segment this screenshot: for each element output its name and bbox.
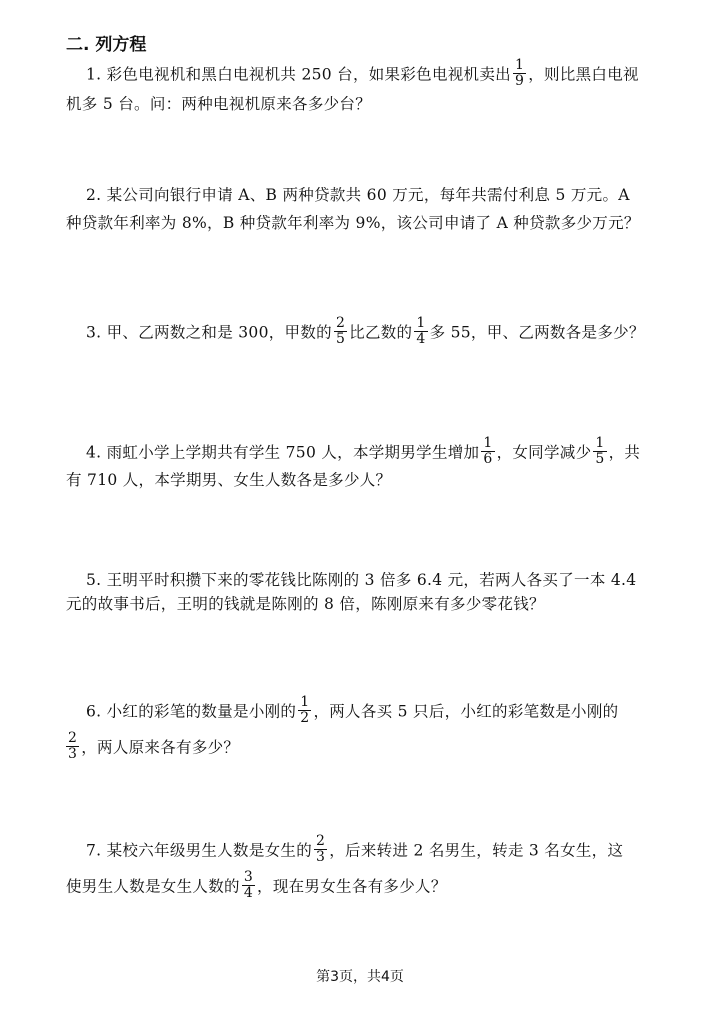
problem-3-fraction-2 xyxy=(414,316,427,347)
fraction-numerator: 2 xyxy=(335,315,346,331)
problem-4-text-a: 4. 雨虹小学上学期共有学生 750 人，本学期男学生增加 xyxy=(86,443,480,462)
fraction-denominator: 6 xyxy=(483,451,493,467)
problem-7-text-c: 使男生人数是女生人数的 xyxy=(66,877,240,896)
problem-5-line-2: 元的故事书后，王明的钱就是陈刚的 8 倍，陈刚原来有多少零花钱？ xyxy=(66,595,545,613)
fraction-denominator: 4 xyxy=(243,885,254,901)
problem-7-text-b: ，后来转进 2 名男生，转走 3 名女生，这 xyxy=(329,841,624,860)
problem-1-text-a: 1. 彩色电视机和黑白电视机共 250 台，如果彩色电视机卖出 xyxy=(86,65,511,84)
fraction-numerator: 2 xyxy=(68,730,78,746)
page-footer: 第3页，共4页 xyxy=(316,969,404,985)
problem-6-line-2 xyxy=(66,730,240,764)
fraction-numerator: 1 xyxy=(300,694,310,710)
problem-7-line-2 xyxy=(66,869,447,903)
problem-4-line-1 xyxy=(86,435,641,469)
problem-3-line-1 xyxy=(86,315,645,349)
fraction-denominator: 4 xyxy=(416,331,426,347)
problem-3-text-c: 多 55，甲、乙两数各是多少？ xyxy=(429,323,645,342)
problem-7-text-a: 7. 某校六年级男生人数是女生的 xyxy=(86,841,313,860)
problem-3-text-b: 比乙数的 xyxy=(349,323,413,342)
problem-1-line-1 xyxy=(86,57,639,91)
problem-4-fraction-2 xyxy=(593,436,606,467)
problem-7-line-1 xyxy=(86,833,624,867)
problem-6-line-1 xyxy=(86,694,619,728)
fraction-numerator: 1 xyxy=(483,435,493,451)
problem-1-fraction xyxy=(513,58,526,89)
fraction-numerator: 1 xyxy=(514,57,525,73)
problem-4-fraction-1 xyxy=(481,436,494,467)
problem-4-line-2: 有 710 人，本学期男、女生人数各是多少人？ xyxy=(66,471,392,489)
problem-2-line-1: 2. 某公司向银行申请 A、B 两种贷款共 60 万元，每年共需付利息 5 万元。A xyxy=(86,186,630,204)
fraction-denominator: 3 xyxy=(68,746,78,762)
problem-4-text-c: ，共 xyxy=(608,443,641,462)
problem-6-text-a: 6. 小红的彩笔的数量是小刚的 xyxy=(86,702,297,721)
fraction-numerator: 3 xyxy=(243,869,254,885)
problem-4-text-b: ，女同学减少 xyxy=(496,443,592,462)
problem-3-text-a: 3. 甲、乙两数之和是 300，甲数的 xyxy=(86,323,332,342)
problem-5-line-1: 5. 王明平时积攒下来的零花钱比陈刚的 3 倍多 6.4 元，若两人各买了一本 4.4 xyxy=(86,571,637,589)
fraction-numerator: 1 xyxy=(595,435,605,451)
fraction-denominator: 5 xyxy=(335,331,346,347)
problem-6-text-b: ，两人各买 5 只后，小红的彩笔数是小刚的 xyxy=(313,702,619,721)
problem-6-text-c: ，两人原来各有多少？ xyxy=(81,738,240,757)
fraction-denominator: 9 xyxy=(514,73,525,89)
fraction-denominator: 3 xyxy=(316,849,326,865)
problem-6-fraction-2 xyxy=(66,731,79,762)
problem-7-text-d: ，现在男女生各有多少人？ xyxy=(257,877,447,896)
fraction-denominator: 2 xyxy=(300,710,310,726)
problem-7-fraction-2 xyxy=(242,870,255,901)
problem-1-text-b: ，则比黑白电视 xyxy=(528,65,639,84)
problem-3-fraction-1 xyxy=(334,316,347,347)
problem-6-fraction-1 xyxy=(298,695,311,726)
problem-1-line-2: 机多 5 台。问：两种电视机原来各多少台？ xyxy=(66,95,372,113)
fraction-numerator: 2 xyxy=(316,833,326,849)
section-title: 二. 列方程 xyxy=(66,35,147,55)
problem-7-fraction-1 xyxy=(314,834,327,865)
fraction-denominator: 5 xyxy=(595,451,605,467)
problem-2-line-2: 种贷款年利率为 8%，B 种贷款年利率为 9%，该公司申请了 A 种贷款多少万元？ xyxy=(66,214,640,232)
fraction-numerator: 1 xyxy=(416,315,426,331)
